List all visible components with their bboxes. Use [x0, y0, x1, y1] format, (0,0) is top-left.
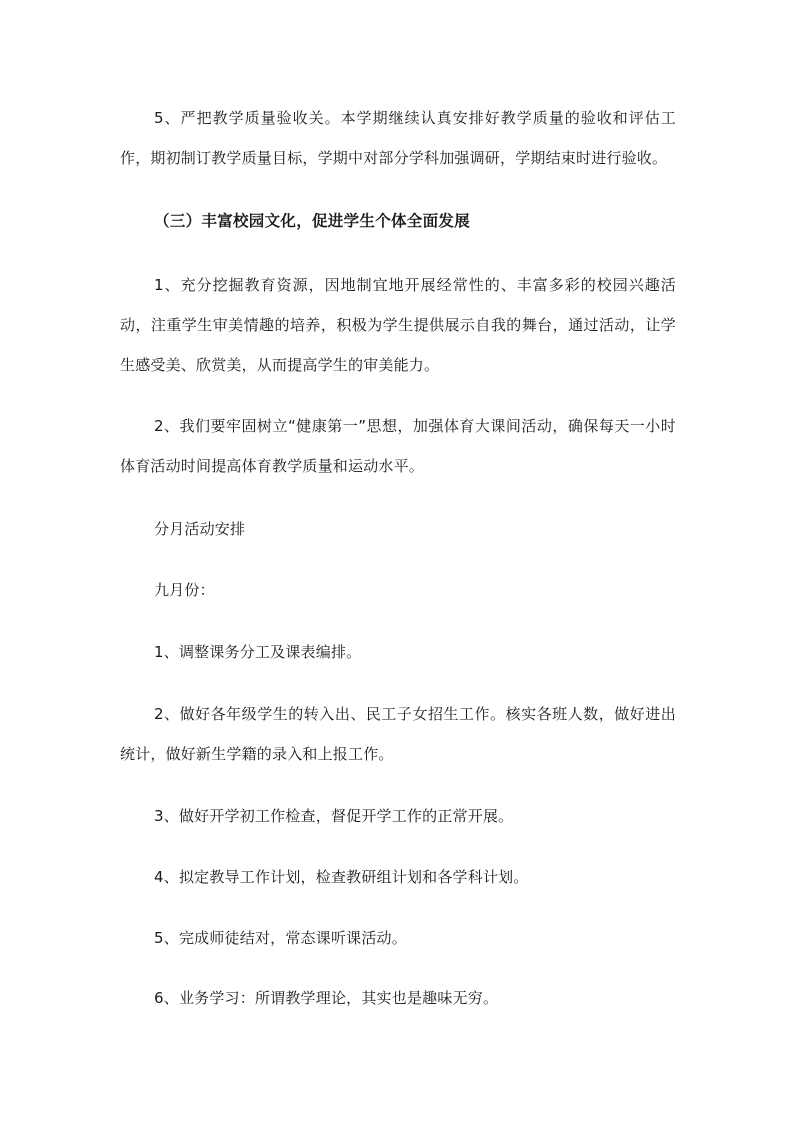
paragraph-sep-item-4: 4、拟定教导工作计划，检查教研组计划和各学科计划。 [154, 868, 529, 886]
paragraph-sep-item-6: 6、业务学习：所谓教学理论，其实也是趣味无穷。 [154, 989, 499, 1007]
paragraph-interest-activities: 1、充分挖掘教育资源，因地制宜地开展经常性的、丰富多彩的校园兴趣活动，注重学生审美情趣的培养，积极为学生提供展示自我的舞台，通过活动，让学生感受美、欣赏美，从而提高学生的审美能力。 [120, 276, 676, 374]
paragraph-sep-item-5: 5、完成师徒结对，常态课听课活动。 [154, 929, 407, 947]
paragraph-monthly-plan-title: 分月活动安排 [154, 520, 246, 538]
paragraph-sep-item-3: 3、做好开学初工作检查，督促开学工作的正常开展。 [154, 807, 514, 825]
paragraph-september-title: 九月份： [154, 581, 215, 599]
paragraph-health-first: 2、我们要牢固树立“健康第一”思想，加强体育大课间活动，确保每天一小时体育活动时间提高体育教学质量和运动水平。 [120, 417, 676, 475]
paragraph-sep-item-2: 2、做好各年级学生的转入出、民工子女招生工作。核实各班人数，做好进出统计，做好新生学籍的录入和上报工作。 [120, 705, 676, 763]
paragraph-quality-check: 5、严把教学质量验收关。本学期继续认真安排好教学质量的验收和评估工作，期初制订教学质量目标，学期中对部分学科加强调研，学期结束时进行验收。 [120, 109, 676, 167]
paragraph-sep-item-1: 1、调整课务分工及课表编排。 [154, 643, 362, 661]
section-heading-campus-culture: （三）丰富校园文化，促进学生个体全面发展 [154, 212, 471, 230]
